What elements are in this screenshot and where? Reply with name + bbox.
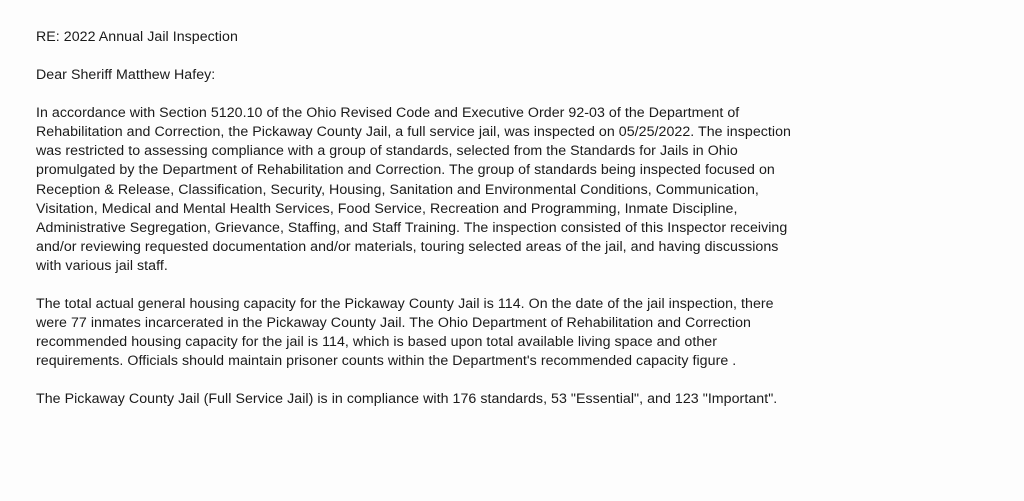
text-line: The Pickaway County Jail (Full Service Jail) is in compliance with 176 standards, 53 "Essential", and 123 "Important". [36, 391, 778, 408]
salutation: Dear Sheriff Matthew Hafey: [36, 67, 216, 84]
paragraph-capacity [36, 295, 996, 371]
subject-line: RE: 2022 Annual Jail Inspection [36, 29, 238, 45]
text-line: In accordance with Section 5120.10 of the Ohio Revised Code and Executive Order 92-03 of the Department of [36, 105, 740, 122]
text-line: The total actual general housing capacity for the Pickaway County Jail is 114. On the date of the jail inspection, there [36, 296, 774, 313]
text-line: and/or reviewing requested documentation and/or materials, touring selected areas of the jail, and having discussions [36, 238, 779, 255]
letter-body [36, 28, 996, 429]
paragraph-inspection-scope [36, 104, 996, 276]
text-line: were 77 inmates incarcerated in the Pickaway County Jail. The Ohio Department of Rehabilitation and Correction [36, 315, 751, 332]
text-line: Reception & Release, Classification, Security, Housing, Sanitation and Environmental Conditions, Communication, [36, 181, 759, 198]
text-line: with various jail staff. [36, 257, 168, 274]
text-line: Visitation, Medical and Mental Health Services, Food Service, Recreation and Programming, Inmate Discipline, [36, 200, 738, 217]
text-line: recommended housing capacity for the jail is 114, which is based upon total available living space and other [36, 334, 718, 351]
text-line: promulgated by the Department of Rehabilitation and Correction. The group of standards being inspected focused on [36, 162, 775, 179]
text-line: Rehabilitation and Correction, the Pickaway County Jail, a full service jail, was inspected on 05/25/2022. The inspection [36, 124, 791, 141]
text-line: requirements. Officials should maintain prisoner counts within the Department's recommended capacity figure . [36, 353, 737, 370]
text-line: was restricted to assessing compliance with a group of standards, selected from the Standards for Jails in Ohio [36, 143, 738, 160]
text-line: Administrative Segregation, Grievance, Staffing, and Staff Training. The inspection consisted of this Inspector receiving [36, 219, 788, 236]
paragraph-compliance [36, 390, 996, 409]
